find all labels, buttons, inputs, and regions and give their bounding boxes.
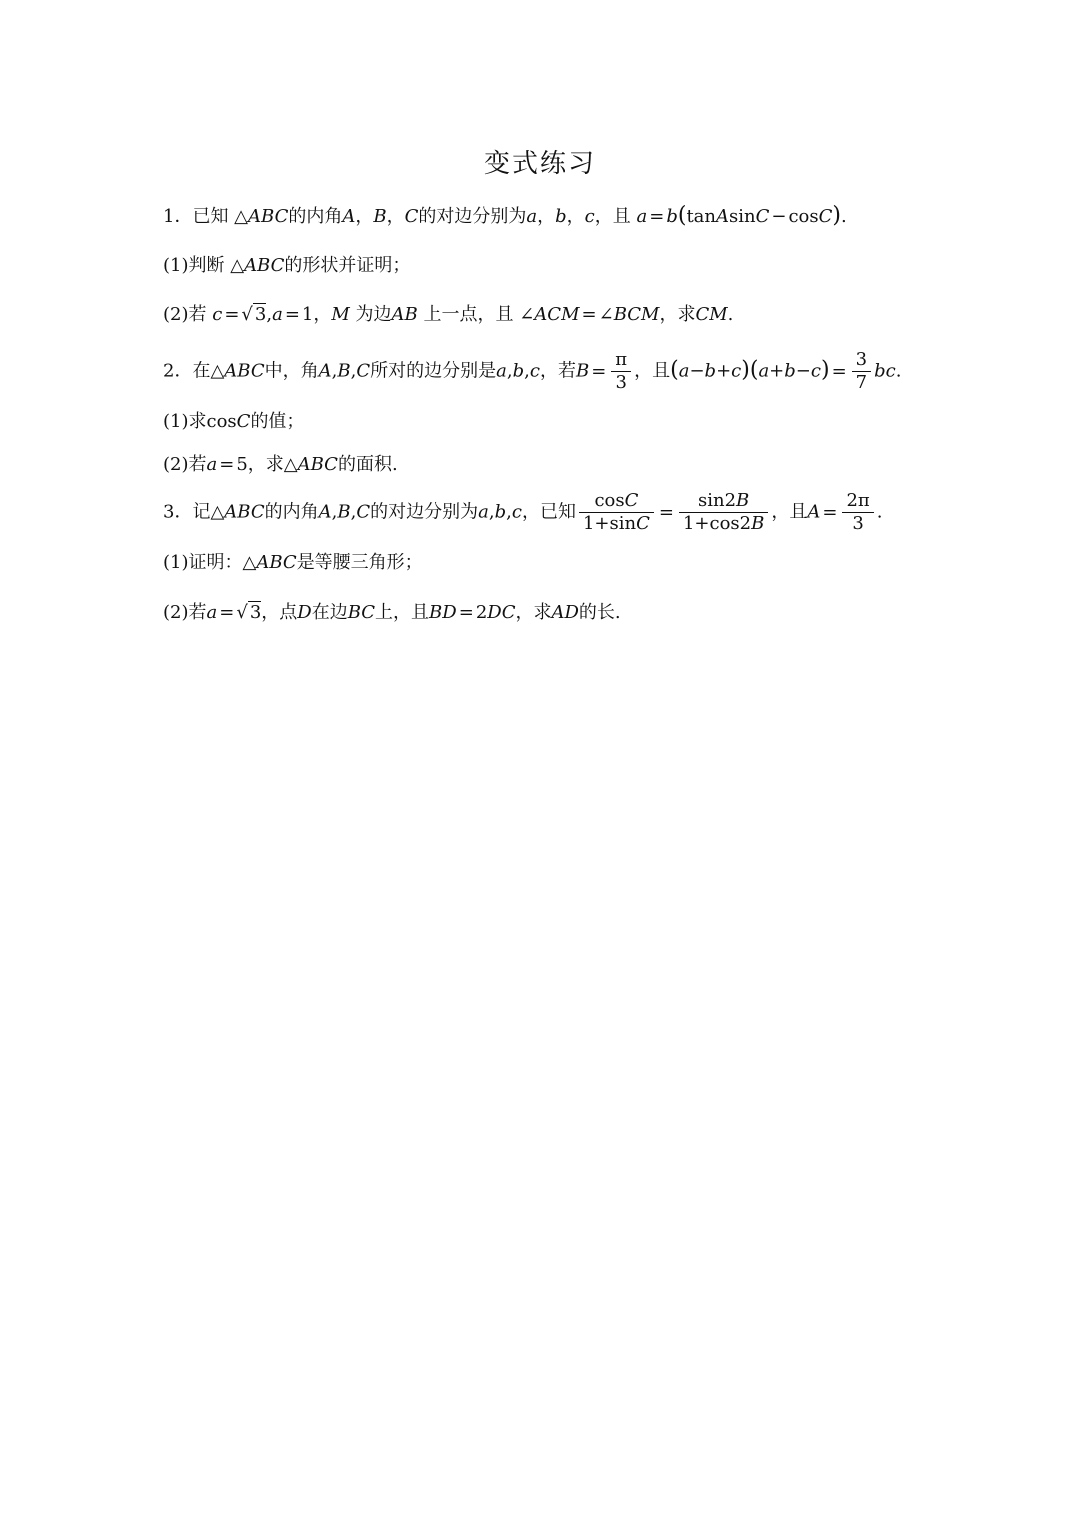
problem-1-stem: 1．已知 △ABC的内角A，B，C的对边分别为a，b，c，且 a = b(tanAsinC − cosC). [163, 203, 847, 228]
problem-2-part-2: (2)若a = 5，求△ABC的面积. [163, 454, 398, 475]
page-title: 变式练习 [483, 149, 596, 179]
problem-2-stem: 2．在△ABC中，角A,B,C所对的边分别是a,b,c，若B = $\frac{\pi}{3}$ ，且(a−b+c)(a+b−c) = $\frac{3}{7}$ bc. [163, 349, 902, 393]
problem-1-part-1: (1)判断 △ABC的形状并证明； [163, 255, 411, 276]
problem-3-stem: 3．记△ABC的内角A,B,C的对边分别为a,b,c，已知 $\frac{\cos C}{1+\sin C}$ = $\frac{\sin 2B}{1+\cos 2B}$ ，且A = $\frac{2\pi}{3}$ . [163, 490, 883, 534]
problem-2-part-1: (1)求cosC的值； [163, 411, 305, 432]
problem-3-part-2: (2)若a = √ 3，点D在边BC上，且BD = 2DC，求AD的长. [163, 602, 621, 623]
problem-1-part-2: (2)若 c = √ 3,a = 1，M 为边AB 上一点，且 ∠ACM = ∠BCM，求CM. [163, 304, 734, 325]
problem-3-part-1: (1)证明：△ABC是等腰三角形； [163, 552, 423, 573]
